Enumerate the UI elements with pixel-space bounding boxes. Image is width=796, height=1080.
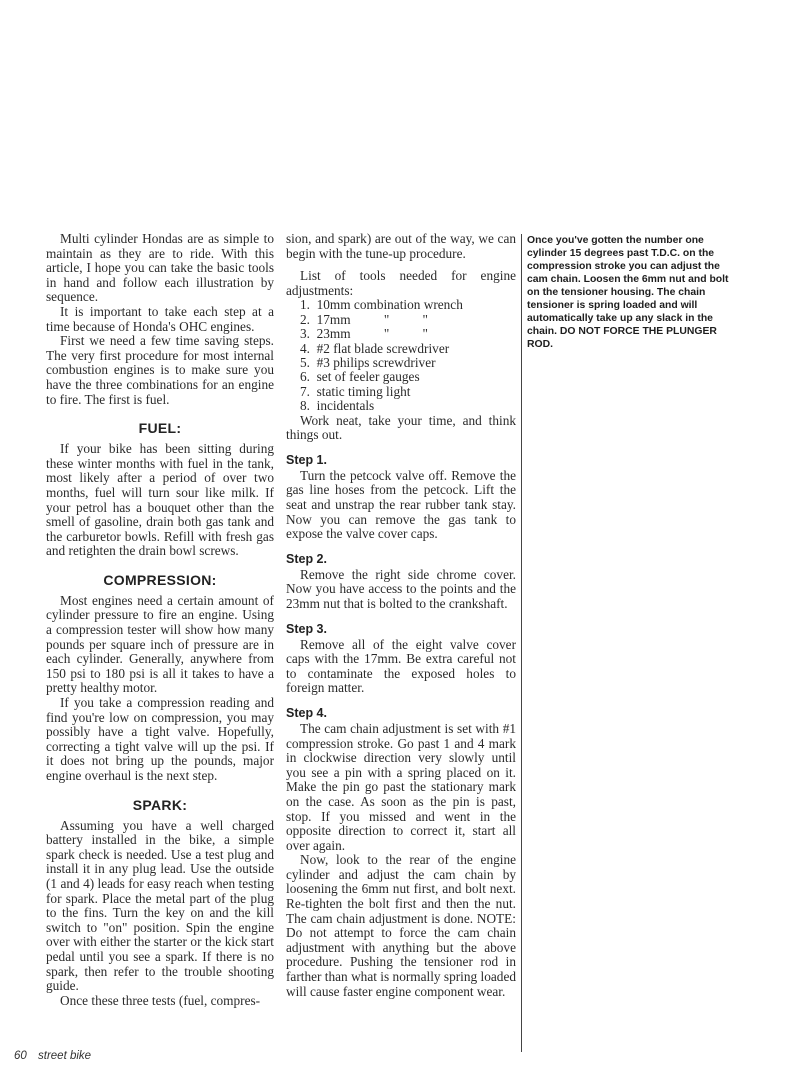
page-number: 60	[14, 1050, 27, 1062]
step-1-heading: Step 1.	[286, 452, 327, 467]
tool-item: 8. incidentals	[300, 398, 375, 414]
tool-item: 1. 10mm combination wrench	[300, 297, 463, 313]
tool-item: 2. 17mm " "	[300, 311, 428, 327]
step-4-paragraph-2: Now, look to the rear of the engine cylinder and adjust the cam chain by loosening the 6mm nut first, and bolt next. Re-tighten the bolt first and then the nut. The cam chain adjustment is done. NOTE: Do not attempt to force the cam chain adjustment with anything but the above procedure. Pushing the tensioner rod in farther than what is normally spring loaded will cause faster engine component wear.	[286, 852, 516, 999]
step-3-heading: Step 3.	[286, 621, 327, 636]
page-footer	[14, 1050, 99, 1062]
tool-item: 3. 23mm " "	[300, 326, 428, 342]
compression-paragraph-2: If you take a compression reading and find you're low on compression, you may possibly have a tight valve. Hopefully, correcting a tight valve will up the psi. If it does not bring up the pounds, major engine overhaul is the next step.	[46, 695, 274, 783]
intro-paragraph-3: First we need a few time saving steps. The very first procedure for most internal combustion engines is to make sure you have the three combinations for an engine to fire. The first is fuel.	[46, 333, 274, 407]
publication-name: street bike	[38, 1050, 92, 1062]
article-column-2	[286, 232, 516, 999]
continuation-paragraph: sion, and spark) are out of the way, we can begin with the tune-up procedure.	[286, 231, 516, 261]
compression-paragraph-1: Most engines need a certain amount of cylinder pressure to fire an engine. Using a compression tester will show how many pounds per square inch of pressure are in each cylinder. Generally, anywhere from 150 psi to 180 psi is all it takes to have a pretty healthy motor.	[46, 592, 274, 696]
fuel-paragraph: If your bike has been sitting during these winter months with fuel in the tank, most likely after a period of over two months, fuel will turn sour like milk. If your petrol has a bouquet other than the smell of gasoline, drain both gas tank and the carburetor bowls. Refill with fresh gas and retighten the drain bowl screws.	[46, 441, 274, 559]
step-3-paragraph: Remove all of the eight valve cover caps with the 17mm. Be extra careful not to contaminate the exposed holes to foreign matter.	[286, 636, 516, 696]
article-column-1	[46, 232, 274, 1008]
compression-heading: COMPRESSION:	[103, 571, 217, 588]
tool-item: 6. set of feeler gauges	[300, 369, 420, 385]
caption-column	[527, 232, 739, 351]
tool-item: 4. #2 flat blade screwdriver	[300, 340, 450, 356]
step-2-paragraph: Remove the right side chrome cover. Now you have access to the points and the 23mm nut that is bolted to the crankshaft.	[286, 566, 516, 611]
fuel-heading: FUEL:	[138, 420, 182, 437]
intro-paragraph-1: Multi cylinder Hondas are as simple to maintain as they are to ride. With this article, I hope you can take the basic tools in hand and follow each illustration by sequence.	[46, 231, 274, 305]
spark-heading: SPARK:	[132, 796, 188, 813]
tools-intro: List of tools needed for engine adjustments:	[286, 268, 516, 298]
spark-paragraph-2: Once these three tests (fuel, compres-	[60, 992, 261, 1008]
spark-paragraph-1: Assuming you have a well charged battery installed in the bike, a simple spark check is needed. Use a test plug and install it in any plug lead. Use the outside (1 and 4) leads for easy reach when testing for spark. Place the metal part of the plug to the fins. Turn the key on and the kill switch to "on" position. Spin the engine over with either the starter or the kick start pedal until you see a spark. If there is no spark, then refer to the trouble shooting guide.	[46, 817, 274, 994]
tool-item: 7. static timing light	[300, 383, 411, 399]
photo-caption: Once you've gotten the number one cylinder 15 degrees past T.D.C. on the compression stroke you can adjust the cam chain. Loosen the 6mm nut and bolt on the tensioner housing. The chain tensioner is spring loaded and will automatically take up any slack in the chain. DO NOT FORCE THE PLUNGER ROD.	[527, 235, 729, 350]
tool-item: 5. #3 philips screwdriver	[300, 355, 436, 370]
intro-paragraph-2: It is important to take each step at a time because of Honda's OHC engines.	[46, 303, 274, 334]
step-2-heading: Step 2.	[286, 551, 327, 566]
step-1-paragraph: Turn the petcock valve off. Remove the gas line hoses from the petcock. Lift the seat and unstrap the rear rubber tank stay. Now you can remove the gas tank to expose the valve cover caps.	[286, 467, 516, 542]
work-neat-paragraph: Work neat, take your time, and think things out.	[286, 412, 516, 443]
step-4-paragraph-1: The cam chain adjustment is set with #1 compression stroke. Go past 1 and 4 mark in clockwise direction very slowly until you see a pin with a spring placed on it. Make the pin go past the stationary mark on the case. As soon as the pin is past, stop. If you missed and went in the opposite direction to correct it, start all over again.	[286, 720, 516, 853]
step-4-heading: Step 4.	[286, 705, 327, 720]
tools-list	[286, 298, 516, 413]
column-divider	[521, 234, 522, 1052]
